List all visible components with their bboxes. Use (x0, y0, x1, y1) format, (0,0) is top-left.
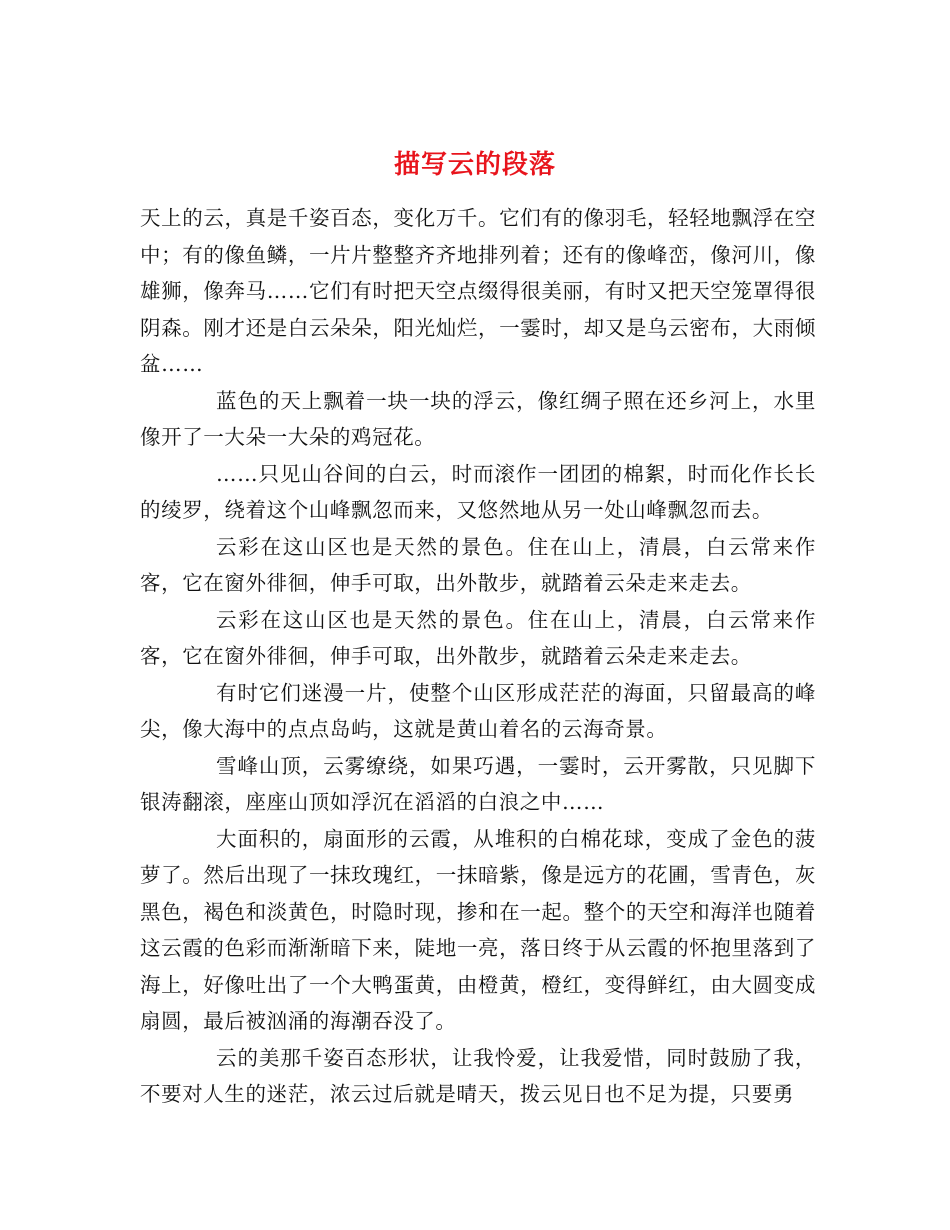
paragraph-8: 大面积的，扇面形的云霞，从堆积的白棉花球，变成了金色的菠萝了。然后出现了一抹玫瑰红，一抹暗紫，像是远方的花圃，雪青色，灰黑色，褐色和淡黄色，时隐时现，掺和在一起。整个的天空和海洋也随着这云霞的色彩而渐渐暗下来，陡地一亮，落日终于从云霞的怀抱里落到了海上，好像吐出了一个大鸭蛋黄，由橙黄，橙红，变得鲜红，由大圆变成扇圆，最后被汹涌的海潮吞没了。 (140, 826, 816, 1033)
paragraph-4: 云彩在这山区也是天然的景色。住在山上，清晨，白云常来作客，它在窗外徘徊，伸手可取，出外散步，就踏着云朵走来走去。 (140, 534, 816, 595)
paragraph-6: 有时它们迷漫一片，使整个山区形成茫茫的海面，只留最高的峰尖，像大海中的点点岛屿，这就是黄山着名的云海奇景。 (140, 680, 816, 741)
paragraph-5: 云彩在这山区也是天然的景色。住在山上，清晨，白云常来作客，它在窗外徘徊，伸手可取，出外散步，就踏着云朵走来走去。 (140, 607, 816, 668)
document-title: 描写云的段落 (393, 150, 556, 181)
paragraph-9: 云的美那千姿百态形状，让我怜爱，让我爱惜，同时鼓励了我，不要对人生的迷茫，浓云过后就是晴天，拨云见日也不足为提，只要勇 (140, 1045, 816, 1106)
paragraph-2: 蓝色的天上飘着一块一块的浮云，像红绸子照在还乡河上，水里像开了一大朵一大朵的鸡冠花。 (140, 388, 816, 449)
paragraph-1: 天上的云，真是千姿百态，变化万千。它们有的像羽毛，轻轻地飘浮在空中；有的像鱼鳞，一片片整整齐齐地排列着；还有的像峰峦，像河川，像雄狮，像奔马……它们有时把天空点缀得很美丽，有时又把天空笼罩得很阴森。刚才还是白云朵朵，阳光灿烂，一霎时，却又是乌云密布，大雨倾盆…… (140, 206, 816, 376)
paragraph-3: ……只见山谷间的白云，时而滚作一团团的棉絮，时而化作长长的绫罗，绕着这个山峰飘忽而来，又悠然地从另一处山峰飘忽而去。 (140, 461, 816, 522)
document-body (140, 200, 816, 1113)
paragraph-7: 雪峰山顶，云雾缭绕，如果巧遇，一霎时，云开雾散，只见脚下银涛翻滚，座座山顶如浮沉在滔滔的白浪之中…… (140, 753, 816, 814)
